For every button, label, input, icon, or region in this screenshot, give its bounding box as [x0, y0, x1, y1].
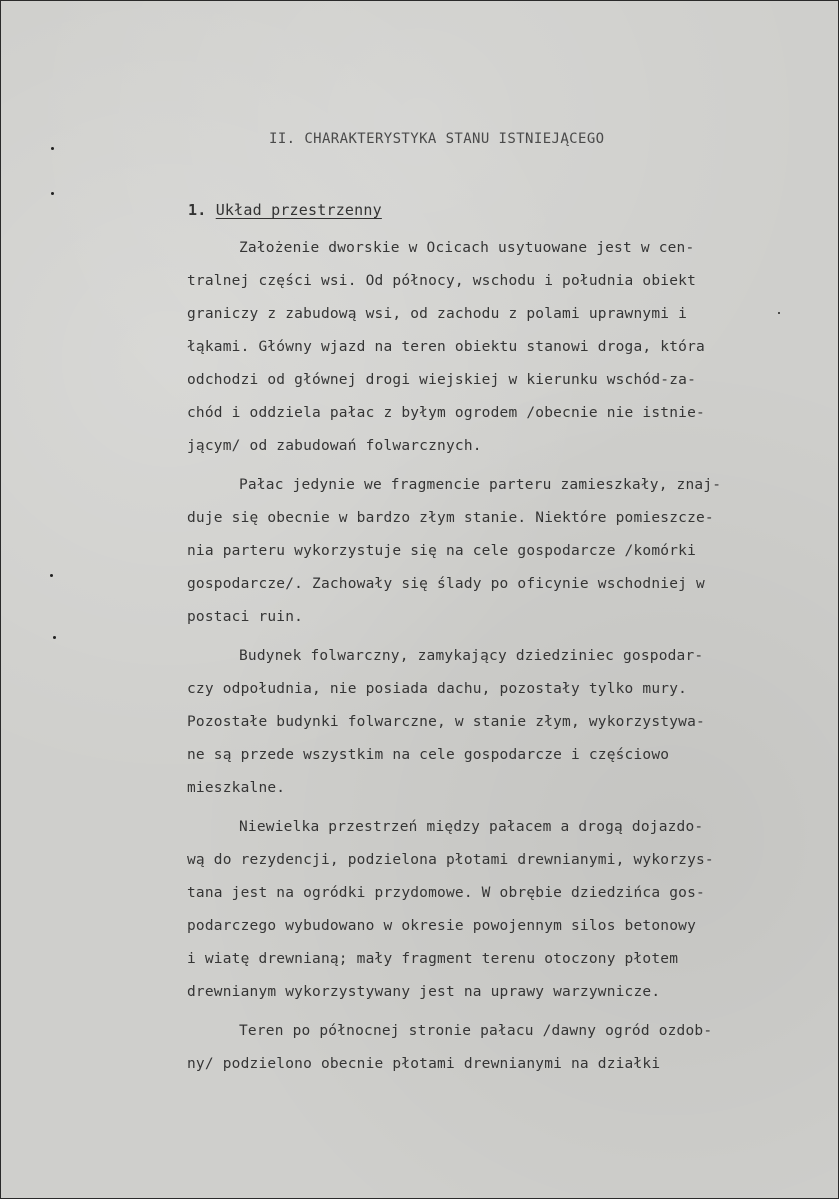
- text-line: tana jest na ogródki przydomowe. W obrębie dziedzińca gos-: [187, 885, 705, 901]
- section-number: 1.: [188, 201, 207, 219]
- text-line: Pozostałe budynki folwarczne, w stanie złym, wykorzystywa-: [187, 714, 705, 730]
- text-line: Budynek folwarczny, zamykający dziedziniec gospodar-: [239, 648, 704, 664]
- margin-dot: [50, 574, 53, 577]
- margin-dot: [51, 192, 54, 195]
- margin-dot: [53, 636, 56, 639]
- margin-dot: [51, 147, 54, 150]
- text-line: Założenie dworskie w Ocicach usytuowane jest w cen-: [239, 240, 695, 256]
- body-text: [187, 232, 787, 1087]
- text-line: nia parteru wykorzystuje się na cele gospodarcze /komórki: [187, 543, 696, 559]
- text-line: łąkami. Główny wjazd na teren obiektu stanowi droga, która: [187, 339, 705, 355]
- text-line: Teren po północnej stronie pałacu /dawny ogród ozdob-: [239, 1023, 713, 1039]
- section-label: Układ przestrzenny: [215, 201, 382, 219]
- text-line: podarczego wybudowano w okresie powojennym silos betonowy: [187, 918, 696, 934]
- chapter-heading: II. CHARAKTERYSTYKA STANU ISTNIEJĄCEGO: [269, 131, 605, 147]
- paragraph: [187, 640, 787, 805]
- text-line: ne są przede wszystkim na cele gospodarcze i częściowo: [187, 747, 670, 763]
- text-line: chód i oddziela pałac z byłym ogrodem /obecnie nie istnie-: [187, 405, 705, 421]
- text-line: i wiatę drewnianą; mały fragment terenu otoczony płotem: [187, 951, 679, 967]
- text-line: ny/ podzielono obecnie płotami drewnianymi na działki: [187, 1056, 661, 1072]
- text-line: mieszkalne.: [187, 780, 286, 796]
- text-line: Niewielka przestrzeń między pałacem a drogą dojazdo-: [239, 819, 704, 835]
- text-line: czy odpołudnia, nie posiada dachu, pozostały tylko mury.: [187, 681, 688, 697]
- text-line: postaci ruin.: [187, 609, 304, 625]
- text-line: odchodzi od głównej drogi wiejskiej w kierunku wschód-za-: [187, 372, 696, 388]
- text-line: graniczy z zabudową wsi, od zachodu z polami uprawnymi i: [187, 306, 688, 322]
- text-line: gospodarcze/. Zachowały się ślady po oficynie wschodniej w: [187, 576, 705, 592]
- text-line: duje się obecnie w bardzo złym stanie. Niektóre pomieszcze-: [187, 510, 714, 526]
- text-line: wą do rezydencji, podzielona płotami drewnianymi, wykorzys-: [187, 852, 714, 868]
- text-line: tralnej części wsi. Od północy, wschodu i południa obiekt: [187, 273, 696, 289]
- text-line: Pałac jedynie we fragmencie parteru zamieszkały, znaj-: [239, 477, 722, 493]
- text-line: jącym/ od zabudowań folwarcznych.: [187, 438, 482, 454]
- paragraph: [187, 232, 787, 463]
- paragraph: [187, 811, 787, 1009]
- section-title: [188, 201, 382, 219]
- text-line: drewnianym wykorzystywany jest na uprawy warzywnicze.: [187, 984, 661, 1000]
- paragraph: [187, 1015, 787, 1081]
- paragraph: [187, 469, 787, 634]
